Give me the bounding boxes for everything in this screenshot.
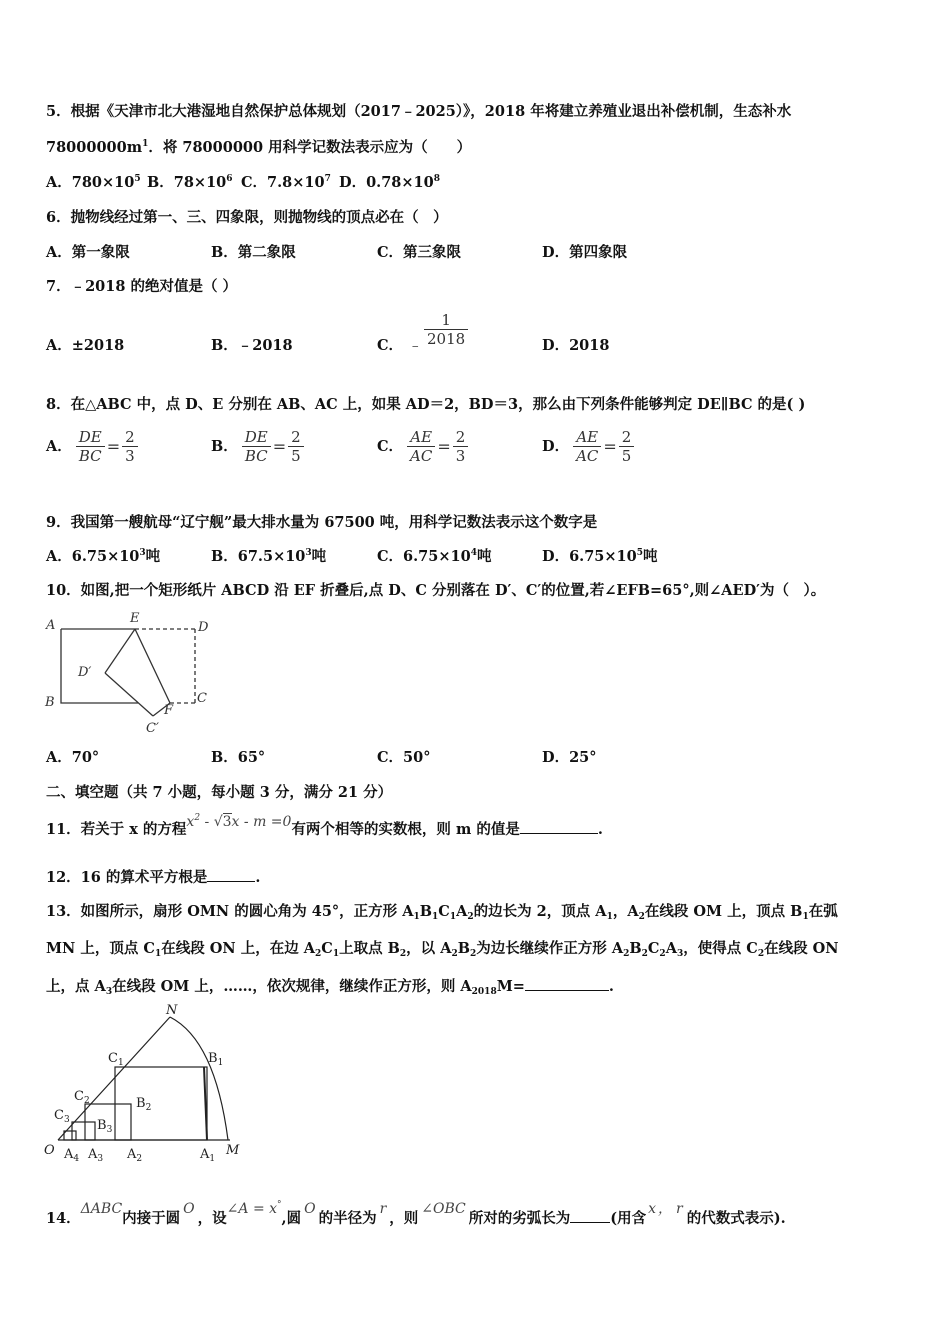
q13-arc-mn — [170, 1017, 228, 1140]
q13-answer-blank[interactable] — [525, 976, 609, 991]
q12-answer-blank[interactable] — [207, 867, 255, 882]
q7-option-c-fraction: $\frac{1}{2018}$ — [424, 311, 468, 348]
q8-fraction-left: $\frac{DE}{BC}$ — [242, 428, 271, 465]
q10-option-b: B．65° — [211, 749, 266, 766]
q7-option-c-label: C． — [377, 337, 404, 354]
q11-answer-blank[interactable] — [520, 819, 598, 834]
q10-label-d-prime: D′ — [78, 665, 92, 680]
q13-label-c2: $C_2$ — [74, 1089, 90, 1106]
q5-option-c: C．$7.8\times 10^7$ — [241, 174, 331, 191]
q8-fraction-left: $\frac{DE}{BC}$ — [76, 428, 105, 465]
q8-fraction-right: $\frac{2}{3}$ — [453, 428, 469, 465]
q8-fraction-left: $\frac{AE}{AC}$ — [407, 428, 435, 465]
q9-option-b: B．$67.5\times 10^3$吨 — [211, 548, 327, 565]
q10-figure — [40, 610, 225, 740]
q6-option-c: C．第三象限 — [377, 244, 462, 261]
q9-stem: 9．我国第一艘航母“辽宁舰”最大排水量为 67500 吨，用科学记数法表示这个数字是 — [46, 514, 598, 531]
q13-line1: 13．如图所示，扇形 OMN 的圆心角为 45°，正方形 $A_1B_1C_1A_2$的边长为 2，顶点 $A_1$，$A_2$在线段 OM 上，顶点 $B_1$在弧 — [46, 903, 838, 922]
q13-label-m: M — [226, 1143, 240, 1158]
q6-option-d: D．第四象限 — [542, 244, 628, 261]
q13-line2: MN 上，顶点 $C_1$在线段 ON 上，在边 $A_2C_1$上取点 $B_2$，以 $A_2B_2$为边长继续作正方形 $A_2B_2C_2A_3$，使得点 $C_2$在线段 ON — [46, 940, 839, 959]
q5-line2: $78000000m^1$．将 78000000 用科学记数法表示应为（ ） — [46, 139, 472, 156]
q13-label-a1: $A_1$ — [200, 1147, 216, 1164]
q13-label-b1: $B_1$ — [208, 1051, 224, 1068]
q10-label-c: C — [197, 691, 207, 706]
q13-figure — [40, 1000, 250, 1170]
q8-fraction-right: $\frac{2}{5}$ — [288, 428, 304, 465]
q13-label-a3: $A_3$ — [88, 1147, 104, 1164]
q10-label-a: A — [46, 618, 56, 633]
q10-label-f: F — [164, 703, 174, 718]
q14-line: 14．ΔABC内接于圆O，设∠A = x°,圆O的半径为r，则∠OBC所对的劣弧长为 (用含x ， r的代数式表示). — [46, 1200, 786, 1227]
q10-edge-ed-prime — [105, 629, 135, 673]
q8-option-b: B． $\frac{DE}{BC}$ = $\frac{2}{5}$ — [211, 428, 304, 465]
q6-option-b: B．第二象限 — [211, 244, 296, 261]
q13-label-a4: $A_4$ — [64, 1147, 80, 1164]
q11-equation: $x^2 - √3x - m =0$ — [186, 813, 292, 830]
q8-fraction-right: $\frac{2}{5}$ — [619, 428, 635, 465]
q8-option-a: A． $\frac{DE}{BC}$ = $\frac{2}{3}$ — [46, 428, 138, 465]
q11-line: 11．若关于 x 的方程$x^2 - √3x - m =0$有两个相等的实数根，则 m 的值是 . — [46, 813, 603, 838]
q10-option-d: D．25° — [542, 749, 597, 766]
q10-stem: 10．如图,把一个矩形纸片 ABCD 沿 EF 折叠后,点 D、C 分别落在 D′、C′的位置,若∠EFB=65°,则∠AED′为（ ）。 — [46, 582, 826, 599]
q6-stem: 6．抛物线经过第一、三、四象限，则抛物线的顶点必在（ ） — [46, 209, 448, 226]
q5-option-d: D．$0.78\times 10^8$ — [339, 174, 440, 191]
q6-option-a: A．第一象限 — [46, 244, 130, 261]
q13-label-o: O — [44, 1143, 55, 1158]
q12-line: 12．16 的算术平方根是 . — [46, 869, 261, 886]
q5-option-b: B．$78\times 10^6$ — [147, 174, 233, 191]
q13-label-c1: $C_1$ — [108, 1051, 124, 1068]
q10-fold-line-ef — [135, 629, 170, 703]
q10-label-e: E — [130, 611, 140, 626]
q10-label-b: B — [45, 695, 55, 710]
q7-option-c-sign: ﹣ — [408, 338, 423, 354]
q8-option-d: D． $\frac{AE}{AC}$ = $\frac{2}{5}$ — [542, 428, 634, 465]
q7-stem: 7．﹣2018 的绝对值是（ ） — [46, 278, 238, 295]
q10-label-d: D — [198, 620, 209, 635]
q7-option-d: D．2018 — [542, 337, 610, 354]
q13-line3: 上，点 $A_3$在线段 OM 上，……，依次规律，继续作正方形，则 $A_{2018}M=$ . — [46, 978, 614, 997]
q8-fraction-left: $\frac{AE}{AC}$ — [573, 428, 601, 465]
q13-label-c3: $C_3$ — [54, 1108, 70, 1125]
q13-label-b2: $B_2$ — [136, 1096, 152, 1113]
q9-option-a: A．$6.75\times 10^3$吨 — [46, 548, 161, 565]
q13-label-a2: $A_2$ — [127, 1147, 143, 1164]
q8-stem: 8．在△ABC 中，点 D、E 分别在 AB、AC 上，如果 AD＝2，BD＝3，那么由下列条件能够判定 DE∥BC 的是( ) — [46, 396, 806, 413]
q10-option-a: A．70° — [46, 749, 100, 766]
q13-label-n: N — [166, 1003, 178, 1018]
q8-option-c: C． $\frac{AE}{AC}$ = $\frac{2}{3}$ — [377, 428, 468, 465]
q7-option-a: A．±2018 — [46, 337, 125, 354]
q9-option-c: C．$6.75\times 10^4$吨 — [377, 548, 492, 565]
q10-label-c-prime: C′ — [146, 721, 159, 736]
q13-label-b3: $B_3$ — [97, 1118, 113, 1135]
q10-edge-d-prime-c-prime — [105, 673, 153, 716]
q14-answer-blank[interactable] — [570, 1208, 610, 1223]
q10-option-c: C．50° — [377, 749, 431, 766]
q7-option-b: B．﹣2018 — [211, 337, 293, 354]
q5-line1: 5．根据《天津市北大港湿地自然保护总体规划（2017﹣2025）》，2018 年将建立养殖业退出补偿机制，生态补水 — [46, 103, 792, 120]
q8-fraction-right: $\frac{2}{3}$ — [122, 428, 138, 465]
q9-option-d: D．$6.75\times 10^5$吨 — [542, 548, 658, 565]
q13-square-4 — [64, 1131, 76, 1140]
q5-option-a: A．$780\times 10^5$ — [46, 174, 141, 191]
section-2-heading: 二、填空题（共 7 小题，每小题 3 分，满分 21 分） — [46, 784, 393, 801]
